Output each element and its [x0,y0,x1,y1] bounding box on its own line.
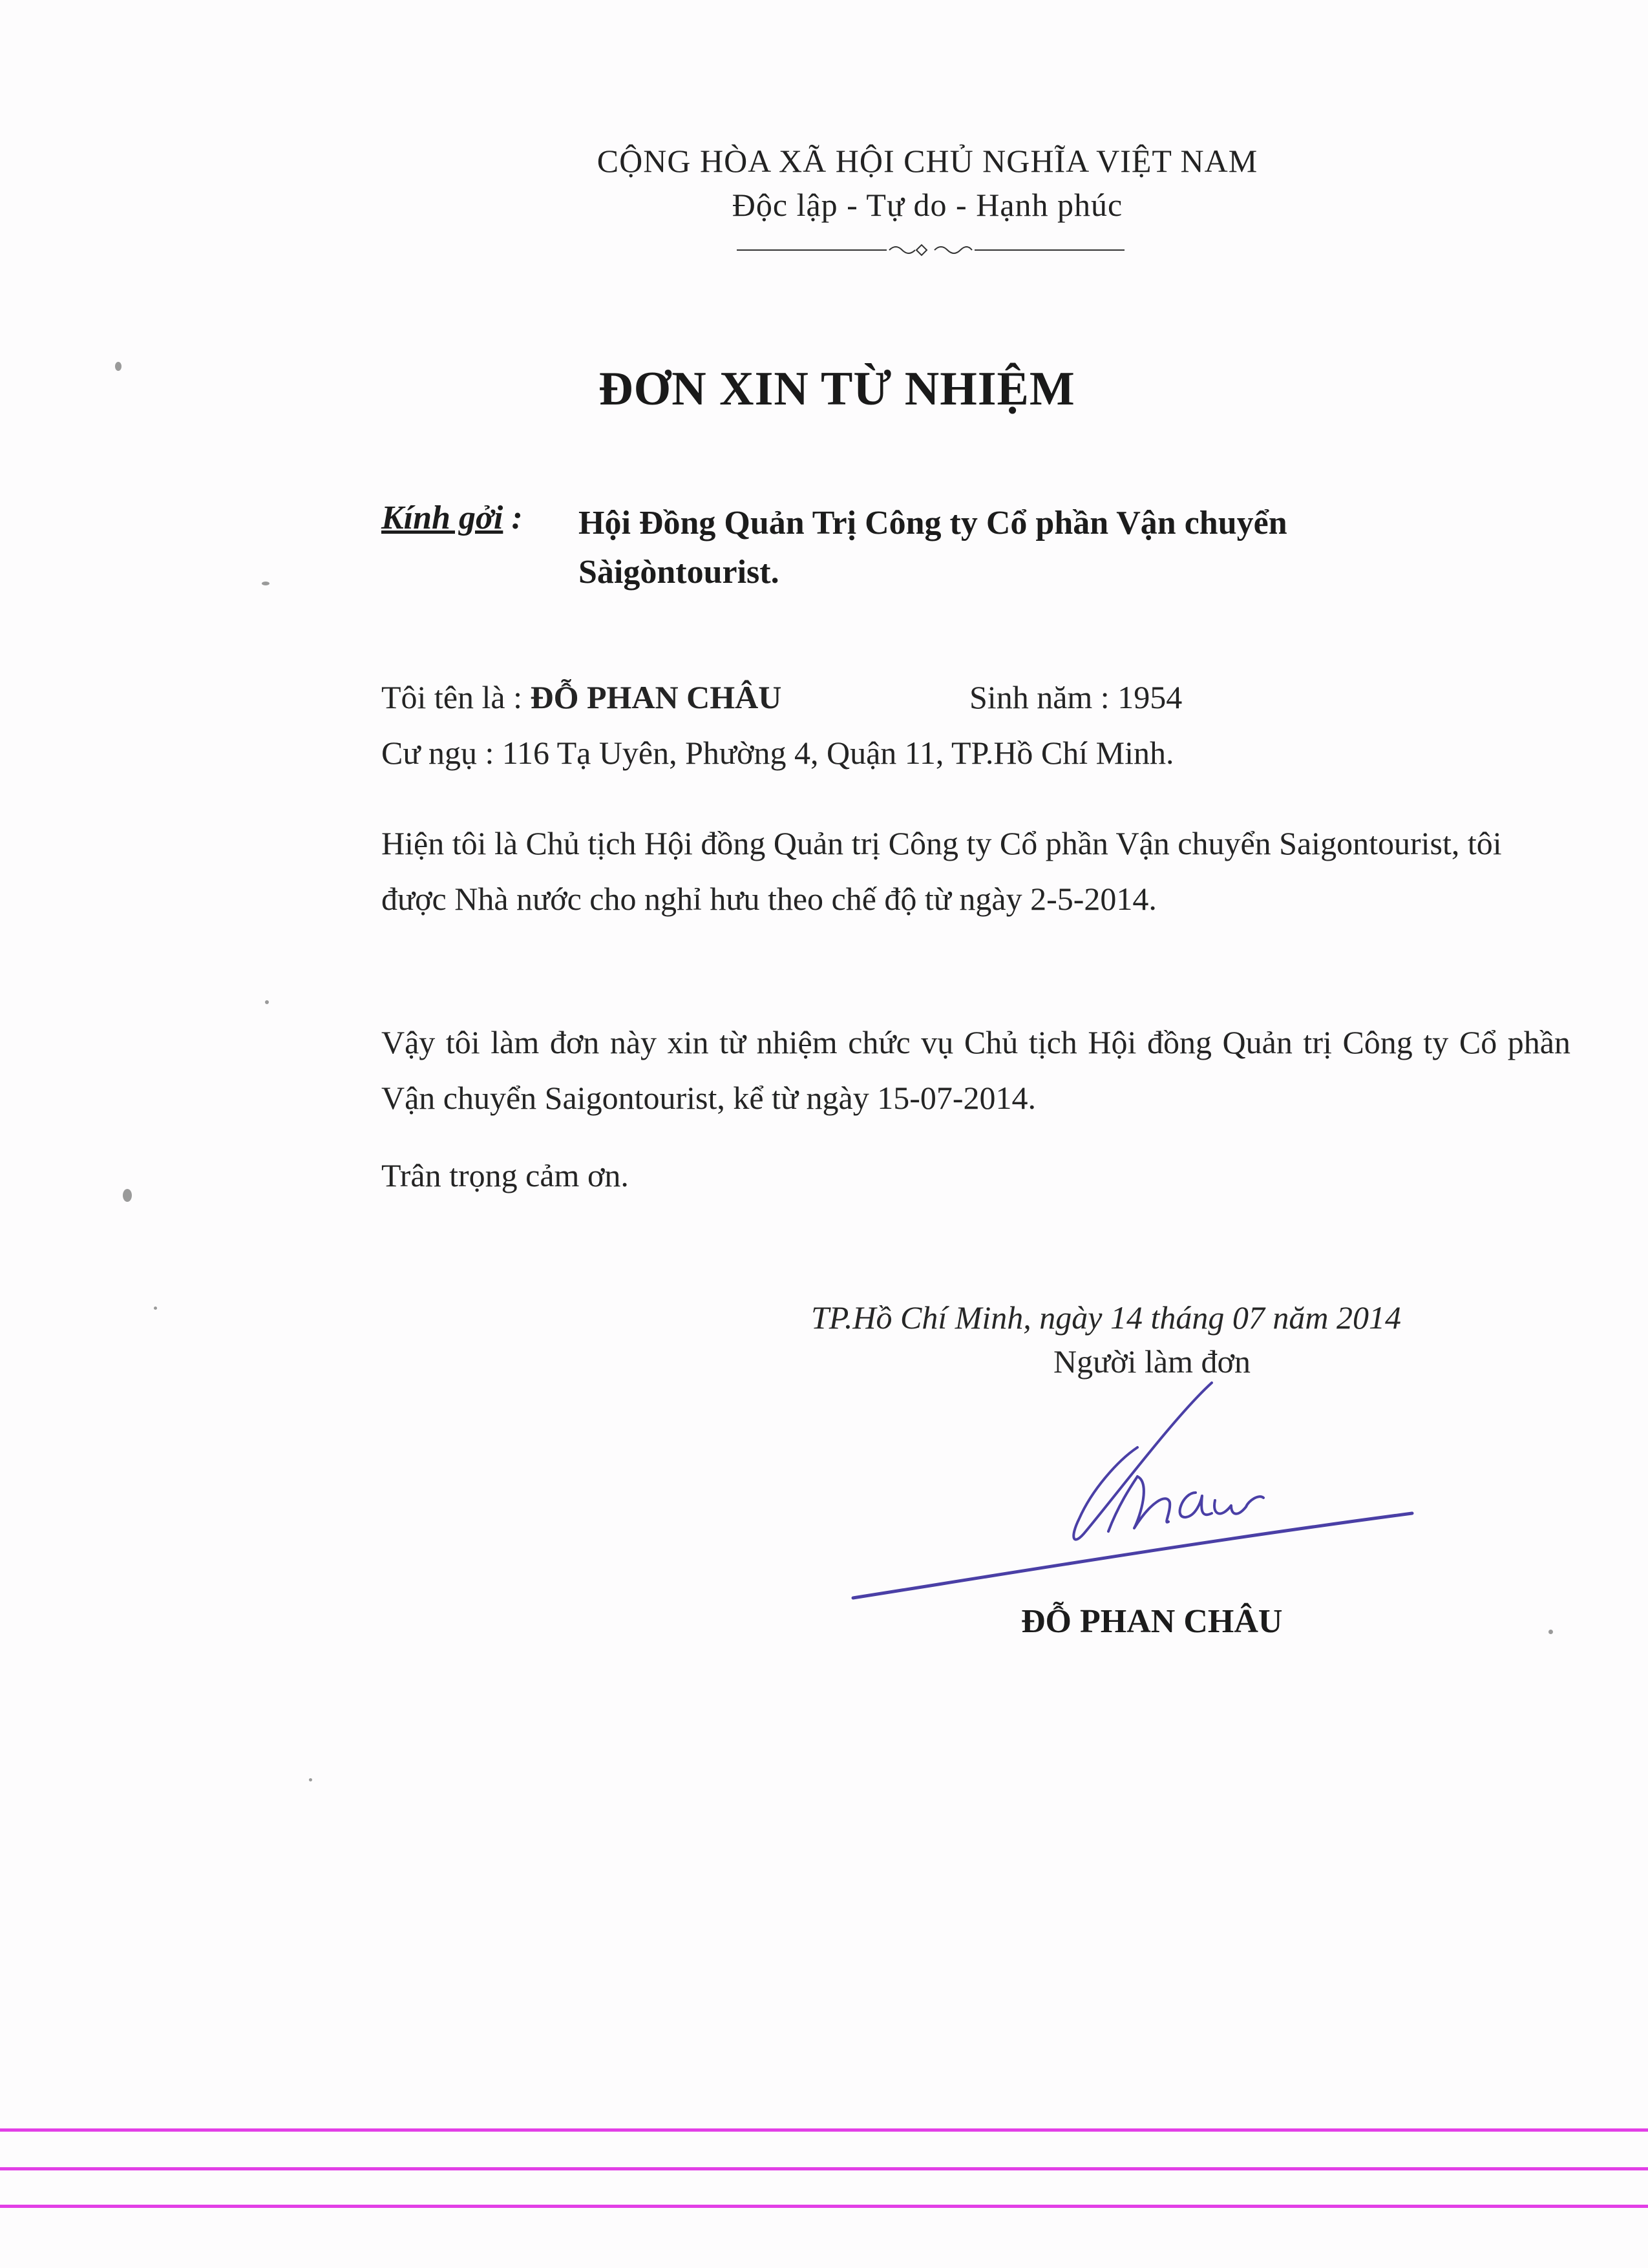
national-motto: Độc lập - Tự do - Hạnh phúc [732,187,1123,223]
scan-speck [265,1000,269,1004]
paragraph-1: Hiện tôi là Chủ tịch Hội đồng Quản trị Công ty Cổ phần Vận chuyển Saigontourist, tôi được Nhà nước cho nghỉ hưu theo chế độ từ ngày 2-5-2014. [381,825,1502,917]
birth-year: 1954 [1117,679,1183,715]
scan-line-3 [0,2205,1648,2208]
address: 116 Tạ Uyên, Phường 4, Quận 11, TP.Hồ Chí Minh. [502,735,1174,771]
birth-label: Sinh năm : [969,679,1110,715]
national-header [0,142,1648,224]
signer-title: Người làm đơn [1053,1343,1251,1380]
ornament-divider-icon [737,240,1125,260]
document-title: ĐƠN XIN TỪ NHIỆM [598,362,1075,415]
recipient [578,499,1483,597]
paragraph-2: Vậy tôi làm đơn này xin từ nhiệm chức vụ Chủ tịch Hội đồng Quản trị Công ty Cổ phần Vận chuyển Saigontourist, kể từ ngày 15-07-2014. [381,1024,1570,1116]
scan-line-1 [0,2128,1648,2132]
address-label: Cư ngụ : [381,735,494,771]
address-row [381,734,1174,772]
recipient-colon: : [511,499,523,536]
closing-line: Trân trọng cảm ơn. [381,1157,629,1193]
name-label: Tôi tên là : [381,679,522,715]
scan-line-2 [0,2167,1648,2170]
handwritten-signature-icon [814,1363,1422,1609]
scan-speck [123,1189,132,1202]
scan-speck [1548,1630,1553,1634]
signer-name: ĐỖ PHAN CHÂU [1021,1603,1283,1640]
recipient-label [381,499,523,537]
scan-speck [154,1307,157,1310]
applicant-name: ĐỖ PHAN CHÂU [530,679,782,715]
recipient-line-2: Sàigòntourist. [578,554,779,591]
place-and-date: TP.Hồ Chí Minh, ngày 14 tháng 07 năm 2014 [811,1299,1401,1336]
nation-name: CỘNG HÒA XÃ HỘI CHỦ NGHĨA VIỆT NAM [597,143,1258,179]
recipient-line-1: Hội Đồng Quản Trị Công ty Cổ phần Vận chuyển [578,505,1287,541]
scan-speck [309,1778,312,1781]
birth-year-row [969,678,1182,716]
applicant-name-row [381,678,781,716]
recipient-label-text: Kính gởi [381,499,503,536]
scan-speck [115,362,121,371]
scan-speck [262,582,269,585]
